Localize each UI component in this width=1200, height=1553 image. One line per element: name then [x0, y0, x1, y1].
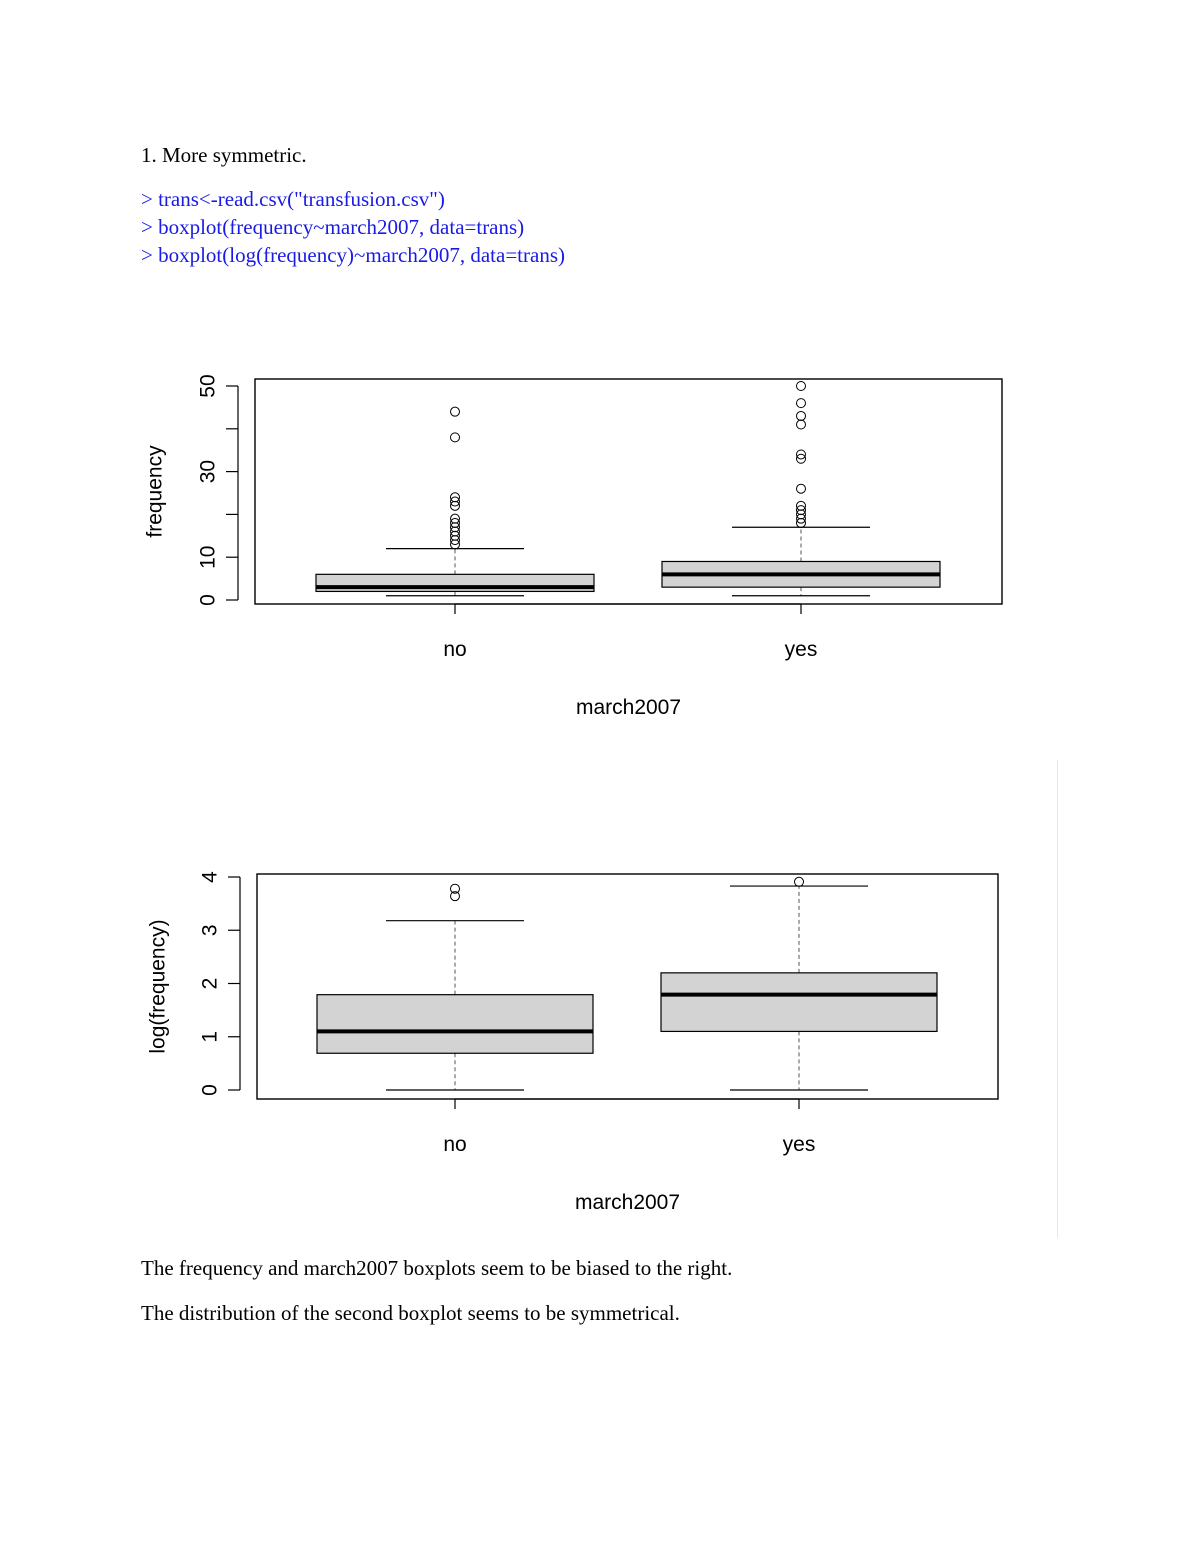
- y-axis-title: frequency: [143, 445, 167, 538]
- y-tick-label: 3: [198, 924, 222, 937]
- heading-text: 1. More symmetric.: [141, 143, 307, 167]
- y-tick-label: 2: [198, 977, 222, 990]
- x-tick-label: no: [443, 638, 467, 661]
- outlier-point: [797, 411, 806, 420]
- x-axis-title: march2007: [575, 696, 682, 719]
- y-axis-title: log(frequency): [146, 919, 170, 1054]
- box: [661, 973, 937, 1032]
- outlier-point: [795, 877, 804, 886]
- y-tick-label: 10: [196, 545, 220, 569]
- y-tick-label: 0: [198, 1084, 222, 1096]
- code-line: > boxplot(frequency~march2007, data=trans): [141, 215, 525, 239]
- conclusion-text: The distribution of the second boxplot seems to be symmetrical.: [141, 1301, 680, 1325]
- log-frequency-boxplot: [0, 855, 1060, 1225]
- outlier-point: [797, 420, 806, 429]
- frequency-boxplot: [0, 360, 1060, 730]
- y-tick-label: 30: [196, 459, 220, 484]
- y-tick-label: 4: [198, 871, 222, 883]
- x-tick-label: no: [443, 1133, 467, 1156]
- x-tick-label: yes: [784, 638, 818, 661]
- page-divider: [1057, 760, 1058, 1238]
- outlier-point: [451, 407, 460, 416]
- code-line: > boxplot(log(frequency)~march2007, data=trans): [141, 243, 565, 267]
- outlier-point: [451, 433, 460, 442]
- code-line: > trans<-read.csv("transfusion.csv"): [141, 187, 445, 211]
- outlier-point: [797, 399, 806, 408]
- y-tick-label: 50: [196, 374, 220, 398]
- outlier-point: [797, 382, 806, 391]
- x-axis-title: march2007: [574, 1191, 681, 1214]
- y-tick-label: 0: [196, 594, 220, 606]
- y-tick-label: 1: [198, 1030, 222, 1043]
- box: [317, 995, 593, 1054]
- x-tick-label: yes: [782, 1133, 816, 1156]
- conclusion-text: The frequency and march2007 boxplots seem to be biased to the right.: [141, 1256, 733, 1280]
- outlier-point: [797, 484, 806, 493]
